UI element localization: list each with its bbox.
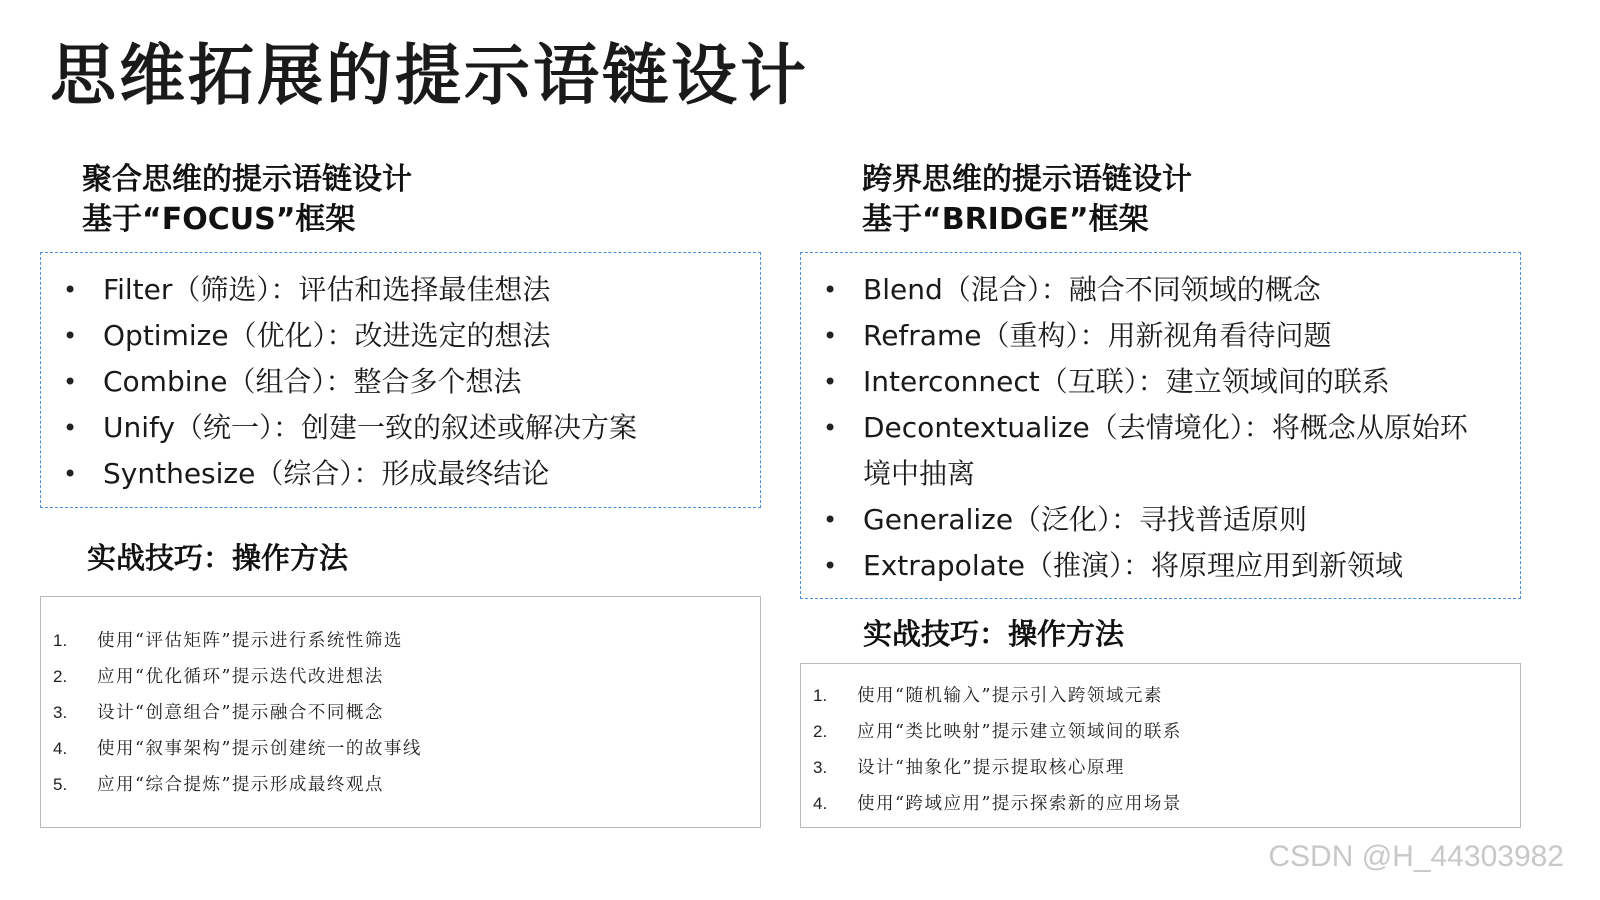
tip-number: 1. [53,631,68,650]
tip-text: 使用“随机输入”提示引入跨领域元素 [857,686,1163,706]
tip-number: 1. [813,686,828,705]
focus-tip-item [41,659,760,695]
bridge-tip-item [801,678,1520,714]
bridge-bullet-item: • Generalize（泛化）：寻找普适原则 [801,497,1492,543]
csdn-watermark: CSDN @H_44303982 [1268,840,1564,873]
tip-text: 应用“综合提炼”提示形成最终观点 [97,775,384,795]
bridge-tip-item [801,714,1520,750]
tip-number: 3. [53,703,68,722]
bridge-heading-line1: 跨界思维的提示语链设计 [862,162,1192,197]
bridge-tips-list [801,678,1520,822]
bridge-tips-heading: 实战技巧：操作方法 [863,617,1125,651]
page-title: 思维拓展的提示语链设计 [50,37,809,114]
bridge-bullet-item: • Decontextualize（去情境化）：将概念从原始环境中抽离 [801,405,1492,497]
bridge-bullet-item: • Reframe（重构）：用新视角看待问题 [801,313,1492,359]
tip-text: 使用“叙事架构”提示创建统一的故事线 [97,739,422,759]
focus-tip-item [41,767,760,803]
focus-heading-line2: 基于“FOCUS”框架 [82,202,356,237]
tip-number: 2. [53,667,68,686]
tip-text: 设计“创意组合”提示融合不同概念 [97,703,384,723]
focus-bullet-item: • Filter（筛选）：评估和选择最佳想法 [41,267,760,313]
focus-bullet-list [41,267,760,497]
focus-heading-line1: 聚合思维的提示语链设计 [82,162,412,197]
focus-tip-item [41,623,760,659]
bridge-tip-item [801,786,1520,822]
focus-bullet-item: • Synthesize（综合）：形成最终结论 [41,451,760,497]
tip-number: 5. [53,775,68,794]
tip-text: 设计“抽象化”提示提取核心原理 [857,758,1125,778]
tip-text: 使用“评估矩阵”提示进行系统性筛选 [97,631,403,651]
tip-number: 4. [813,794,828,813]
focus-tips-box [40,596,761,828]
bridge-tips-box [800,663,1521,828]
bridge-bullet-item: • Interconnect（互联）：建立领域间的联系 [801,359,1492,405]
focus-tip-item [41,731,760,767]
focus-bullet-item: • Optimize（优化）：改进选定的想法 [41,313,760,359]
focus-tips-heading: 实战技巧：操作方法 [87,541,349,575]
focus-bullet-box [40,252,761,508]
bridge-tip-item [801,750,1520,786]
tip-number: 2. [813,722,828,741]
bridge-heading-line2: 基于“BRIDGE”框架 [862,202,1149,237]
bridge-heading [862,160,1192,240]
bridge-bullet-box [800,252,1521,599]
tip-text: 应用“类比映射”提示建立领域间的联系 [857,722,1182,742]
focus-bullet-item: • Unify（统一）：创建一致的叙述或解决方案 [41,405,760,451]
tip-number: 3. [813,758,828,777]
tip-number: 4. [53,739,68,758]
focus-bullet-item: • Combine（组合）：整合多个想法 [41,359,760,405]
tip-text: 使用“跨域应用”提示探索新的应用场景 [857,794,1182,814]
focus-tip-item [41,695,760,731]
bridge-bullet-item: • Blend（混合）：融合不同领域的概念 [801,267,1492,313]
focus-tips-list [41,623,760,803]
focus-heading [82,160,412,240]
tip-text: 应用“优化循环”提示迭代改进想法 [97,667,384,687]
bridge-bullet-list [801,267,1492,589]
bridge-bullet-item: • Extrapolate（推演）：将原理应用到新领域 [801,543,1492,589]
